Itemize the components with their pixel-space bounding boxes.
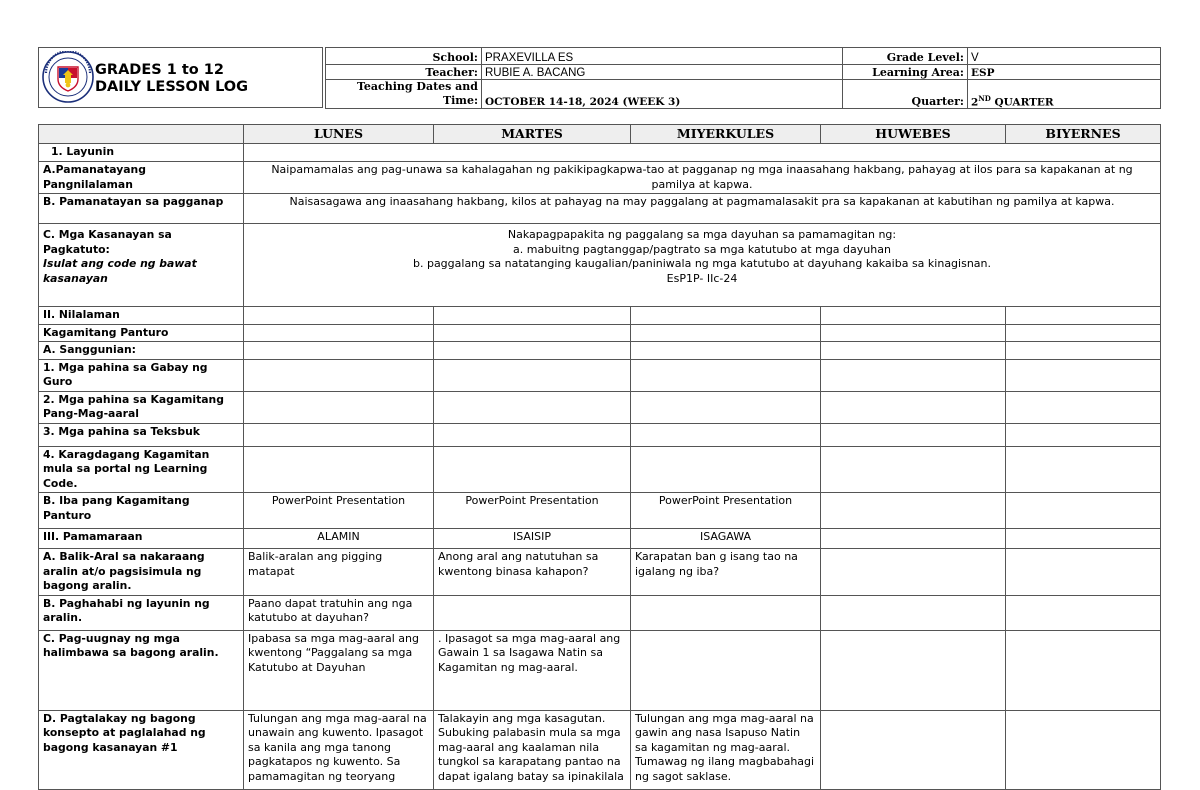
list-item xyxy=(1006,324,1161,342)
title-line-2: DAILY LESSON LOG xyxy=(95,79,249,95)
list-item xyxy=(1006,423,1161,446)
title-line-1: GRADES 1 to 12 xyxy=(95,62,224,78)
gabay-label: 1. Mga pahina sa Gabay ng Guro xyxy=(39,359,244,391)
kasanayan-line-3: b. paggalang sa natatanging kaugalian/paniniwala ng mga katutubo at dayuhang kakaiba sa kinagisnan. xyxy=(412,257,992,270)
list-item xyxy=(821,391,1006,423)
table-row xyxy=(39,710,1161,789)
grade-level-label: Grade Level: xyxy=(843,48,968,65)
list-item xyxy=(1006,342,1161,360)
paghahabi-huwebes xyxy=(821,595,1006,630)
list-item xyxy=(1006,359,1161,391)
balik-lunes: Balik-aralan ang pigging matapat xyxy=(244,549,434,596)
teaching-dates-label: Teaching Dates and Time: xyxy=(326,80,482,109)
title-block xyxy=(38,47,323,108)
list-item xyxy=(434,446,631,493)
table-row xyxy=(39,342,1161,360)
kasanayan-label: C. Mga Kasanayan sa Pagkatuto: xyxy=(43,228,172,256)
karagdagan-label: 4. Karagdagang Kagamitan mula sa portal ng Learning Code. xyxy=(39,446,244,493)
list-item xyxy=(244,324,434,342)
table-row xyxy=(39,529,1161,549)
list-item xyxy=(631,423,821,446)
pagtalakay-miyerkules: Tulungan ang mga mag-aaral na gawin ang nasa Isapuso Natin sa kagamitan ng mag-aaral. Tumawag ng ilang magbabahagi ng sagot saklase. xyxy=(631,710,821,789)
table-row xyxy=(39,630,1161,710)
header-info-table xyxy=(325,47,1161,109)
table-row xyxy=(39,391,1161,423)
paghahabi-martes xyxy=(434,595,631,630)
list-item xyxy=(434,423,631,446)
list-item xyxy=(631,359,821,391)
list-item xyxy=(631,324,821,342)
paguugnay-martes: . Ipasagot sa mga mag-aaral ang Gawain 1 sa Isagawa Natin sa Kagamitan ng mag-aaral. xyxy=(434,630,631,710)
list-item xyxy=(1006,307,1161,325)
list-item xyxy=(1006,446,1161,493)
lesson-grid xyxy=(38,124,1160,790)
balik-martes: Anong aral ang natutuhan sa kwentong binasa kahapon? xyxy=(434,549,631,596)
pamantayang-text: Naipamamalas ang pag-unawa sa kahalagahan ng pakikipagkapwa-tao at pagganap ng mga inaasahang hakbang, pahayag at ilos para sa kapakanan at ng pamilya at kapwa. xyxy=(244,162,1161,194)
table-row xyxy=(39,194,1161,224)
pangmag-label: 2. Mga pahina sa Kagamitang Pang-Mag-aaral xyxy=(39,391,244,423)
table-row xyxy=(39,595,1161,630)
list-item xyxy=(434,342,631,360)
iba-lunes: PowerPoint Presentation xyxy=(244,493,434,529)
day-miyerkules: MIYERKULES xyxy=(631,125,821,144)
paguugnay-label: C. Pag-uugnay ng mga halimbawa sa bagong aralin. xyxy=(39,630,244,710)
kagamitan-label: Kagamitang Panturo xyxy=(39,324,244,342)
paguugnay-biyernes xyxy=(1006,630,1161,710)
paguugnay-huwebes xyxy=(821,630,1006,710)
list-item xyxy=(434,307,631,325)
list-item xyxy=(244,423,434,446)
school-value: PRAXEVILLA ES xyxy=(482,48,843,65)
school-label: School: xyxy=(326,48,482,65)
teaching-dates-value: OCTOBER 14-18, 2024 (WEEK 3) xyxy=(482,80,843,109)
list-item xyxy=(821,359,1006,391)
paghahabi-miyerkules xyxy=(631,595,821,630)
list-item xyxy=(631,342,821,360)
kasanayan-cell xyxy=(244,224,1161,307)
list-item xyxy=(631,446,821,493)
day-biyernes: BIYERNES xyxy=(1006,125,1161,144)
day-huwebes: HUWEBES xyxy=(821,125,1006,144)
paghahabi-lunes: Paano dapat tratuhin ang nga katutubo at dayuhan? xyxy=(244,595,434,630)
list-item xyxy=(244,446,434,493)
pamamaraan-huwebes xyxy=(821,529,1006,549)
quarter-number: 2 xyxy=(971,96,979,108)
paganap-text: Naisasagawa ang inaasahang hakbang, kilos at pahayag na may paggalang at pagmamalasakit pra sa kapakanan at kabutihan ng pamilya at kapwa. xyxy=(244,194,1161,224)
quarter-label: Quarter: xyxy=(843,80,968,109)
quarter-suffix: ND xyxy=(978,93,991,103)
pagtalakay-label: D. Pagtalakay ng bagong konsepto at paglalahad ng bagong kasanayan #1 xyxy=(39,710,244,789)
table-row xyxy=(39,359,1161,391)
table-row xyxy=(39,224,1161,307)
list-item xyxy=(821,342,1006,360)
layunin-label: 1. Layunin xyxy=(39,144,244,162)
paguugnay-miyerkules xyxy=(631,630,821,710)
pamamaraan-biyernes xyxy=(1006,529,1161,549)
learning-area-label: Learning Area: xyxy=(843,65,968,80)
pamamaraan-lunes: ALAMIN xyxy=(244,529,434,549)
table-row xyxy=(39,423,1161,446)
paghahabi-biyernes xyxy=(1006,595,1161,630)
pagtalakay-biyernes xyxy=(1006,710,1161,789)
balik-huwebes xyxy=(821,549,1006,596)
iba-biyernes xyxy=(1006,493,1161,529)
list-item xyxy=(821,423,1006,446)
table-row xyxy=(39,493,1161,529)
iba-miyerkules: PowerPoint Presentation xyxy=(631,493,821,529)
list-item xyxy=(821,307,1006,325)
nilalaman-label: II. Nilalaman xyxy=(39,307,244,325)
kasanayan-code: EsP1P- IIc-24 xyxy=(666,271,738,285)
list-item xyxy=(244,391,434,423)
grade-level-value: V xyxy=(968,48,1161,65)
table-row xyxy=(39,549,1161,596)
kasanayan-label-cell xyxy=(39,224,244,307)
pagtalakay-lunes: Tulungan ang mga mag-aaral na unawain ang kuwento. Ipasagot sa kanila ang mga tanong pagkatapos ng kuwento. Sa pamamagitan ng teoryang xyxy=(244,710,434,789)
list-item xyxy=(1006,391,1161,423)
list-item xyxy=(821,446,1006,493)
table-row xyxy=(39,162,1161,194)
balik-label: A. Balik-Aral sa nakaraang aralin at/o pagsisimula ng bagong aralin. xyxy=(39,549,244,596)
day-lunes: LUNES xyxy=(244,125,434,144)
deped-seal-icon xyxy=(42,51,94,103)
pamamaraan-miyerkules: ISAGAWA xyxy=(631,529,821,549)
pagtalakay-huwebes xyxy=(821,710,1006,789)
day-martes: MARTES xyxy=(434,125,631,144)
list-item xyxy=(821,324,1006,342)
lesson-table xyxy=(38,124,1161,790)
teacher-label: Teacher: xyxy=(326,65,482,80)
list-item xyxy=(631,391,821,423)
pagtalakay-martes: Talakayin ang mga kasagutan. Subuking palabasin mula sa mga mag-aaral ang kaalaman nila tungkol sa karapatang pantao na dapat igalang batay sa ipinakilala xyxy=(434,710,631,789)
list-item xyxy=(244,307,434,325)
quarter-value xyxy=(968,80,1161,109)
pamantayang-label: A.Pamanatayang Pangnilalaman xyxy=(39,162,244,194)
pamamaraan-label: III. Pamamaraan xyxy=(39,529,244,549)
kasanayan-line-2: a. mabuitng pagtanggap/pagtrato sa mga katutubo at mga dayuhan xyxy=(513,242,891,256)
document-title xyxy=(95,62,248,96)
list-item xyxy=(244,342,434,360)
list-item xyxy=(434,359,631,391)
paganap-label: B. Pamanatayan sa pagganap xyxy=(39,194,244,224)
list-item xyxy=(434,324,631,342)
table-row xyxy=(39,446,1161,493)
learning-area-value: ESP xyxy=(968,65,1161,80)
balik-miyerkules: Karapatan ban g isang tao na igalang ng iba? xyxy=(631,549,821,596)
table-row xyxy=(39,144,1161,162)
list-item xyxy=(631,307,821,325)
balik-biyernes xyxy=(1006,549,1161,596)
iba-label: B. Iba pang Kagamitang Panturo xyxy=(39,493,244,529)
iba-huwebes xyxy=(821,493,1006,529)
table-row xyxy=(39,307,1161,325)
pamamaraan-martes: ISAISIP xyxy=(434,529,631,549)
day-header-row xyxy=(39,125,1161,144)
sanggunian-label: A. Sanggunian: xyxy=(39,342,244,360)
list-item xyxy=(244,359,434,391)
kasanayan-line-1: Nakapagpapakita ng paggalang sa mga dayuhan sa pamamagitan ng: xyxy=(507,228,897,241)
day-header-blank xyxy=(39,125,244,144)
quarter-word: QUARTER xyxy=(994,96,1054,108)
teksbuk-label: 3. Mga pahina sa Teksbuk xyxy=(39,423,244,446)
list-item xyxy=(434,391,631,423)
table-row xyxy=(39,324,1161,342)
paguugnay-lunes: Ipabasa sa mga mag-aaral ang kwentong “Paggalang sa mga Katutubo at Dayuhan xyxy=(244,630,434,710)
header-info xyxy=(325,47,1160,108)
layunin-cell xyxy=(244,144,1161,162)
kasanayan-sublabel: Isulat ang code ng bawat kasanayan xyxy=(43,257,197,285)
paghahabi-label: B. Paghahabi ng layunin ng aralin. xyxy=(39,595,244,630)
teacher-value: RUBIE A. BACANG xyxy=(482,65,843,80)
iba-martes: PowerPoint Presentation xyxy=(434,493,631,529)
